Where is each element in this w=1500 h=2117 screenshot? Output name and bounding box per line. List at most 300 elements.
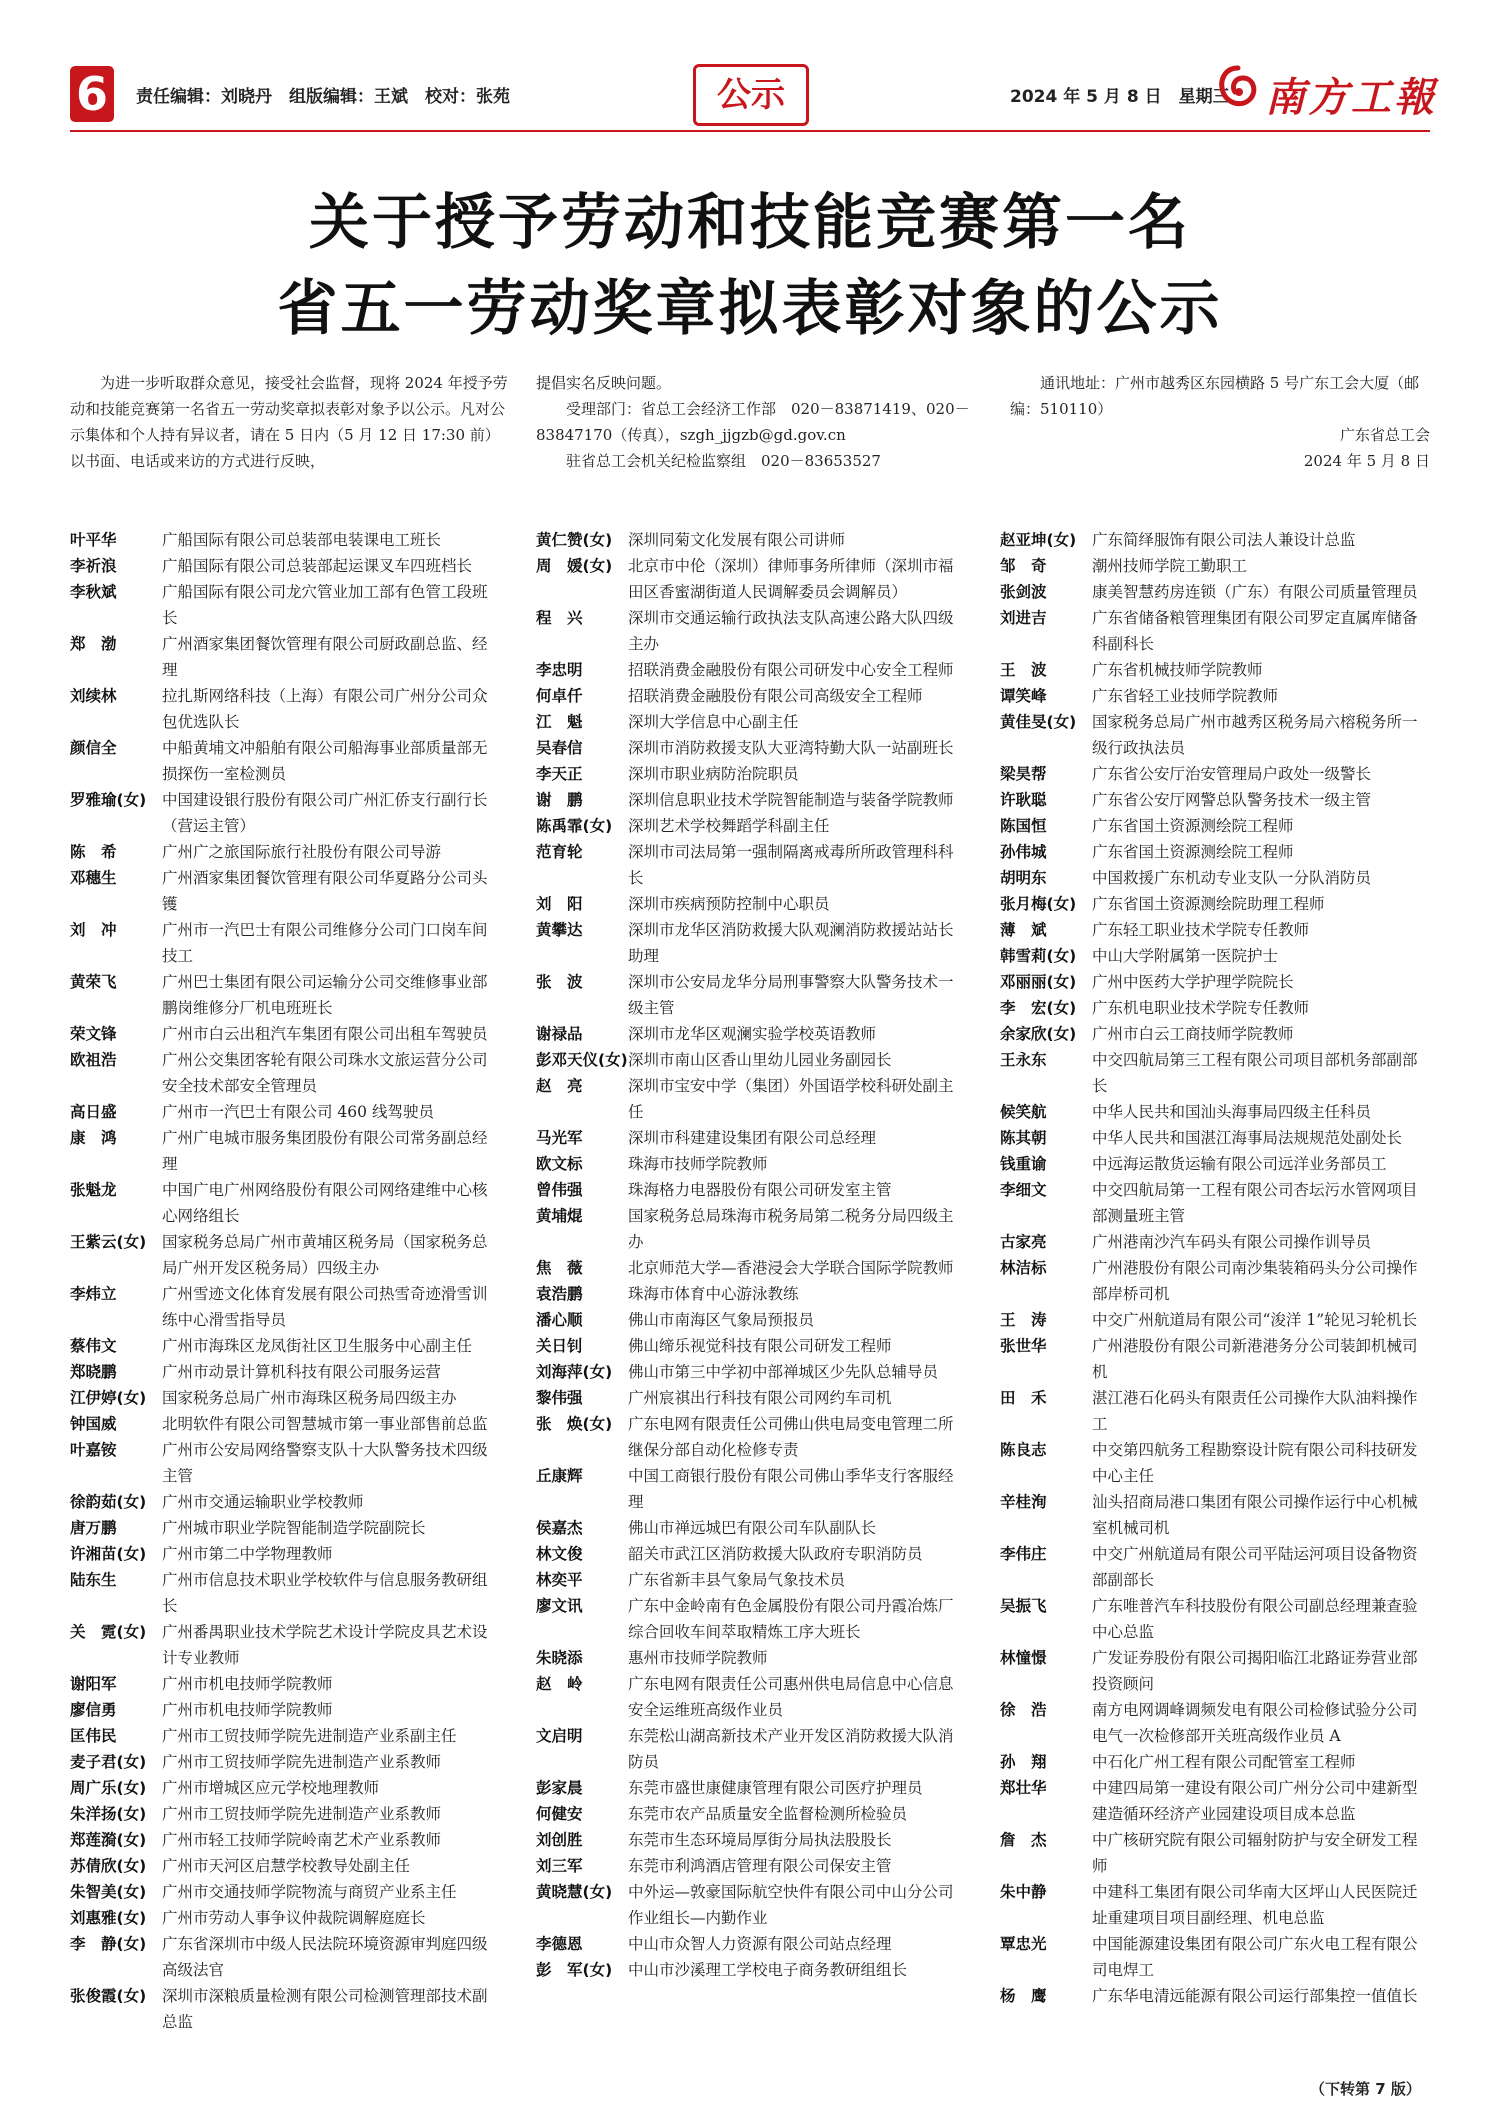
- header-rule: [70, 130, 1430, 132]
- candidate-name: 朱洋扬(女): [70, 1805, 147, 1823]
- list-item: [70, 1099, 496, 1125]
- candidate-organization: 广州公交集团客轮有限公司珠水文旅运营分公司安全技术部安全管理员: [162, 1051, 488, 1095]
- candidate-organization: 广州市工贸技师学院先进制造产业系副主任: [162, 1727, 457, 1745]
- candidate-organization: 中国工商银行股份有限公司佛山季华支行客服经理: [628, 1467, 954, 1511]
- candidate-name: 郑晓鹏: [70, 1363, 117, 1381]
- candidate-organization: 广州巴士集团有限公司运输分公司交维修事业部鹏岗维修分厂机电班班长: [162, 973, 488, 1017]
- list-item: [1000, 1307, 1426, 1333]
- list-item: [70, 1879, 496, 1905]
- list-item: [536, 735, 962, 761]
- list-item: [1000, 605, 1426, 657]
- list-item: [1000, 891, 1426, 917]
- candidate-name: 刘三军: [536, 1857, 583, 1875]
- candidate-organization: 东莞市利鸿酒店管理有限公司保安主管: [628, 1857, 892, 1875]
- candidate-organization: 广州雪迹文化体育发展有限公司热雪奇迹滑雪训练中心滑雪指导员: [162, 1285, 488, 1329]
- candidate-name: 何卓仟: [536, 687, 583, 705]
- candidate-name: 朱智美(女): [70, 1883, 147, 1901]
- list-item: [1000, 1125, 1426, 1151]
- candidate-organization: 广东省公安厅治安管理局户政处一级警长: [1092, 765, 1372, 783]
- candidate-organization: 中华人民共和国汕头海事局四级主任科员: [1092, 1103, 1372, 1121]
- list-item: [1000, 943, 1426, 969]
- list-item: [536, 1047, 962, 1073]
- candidate-name: 谭笑峰: [1000, 687, 1047, 705]
- candidate-organization: 中船黄埔文冲船舶有限公司船海事业部质量部无损探伤一室检测员: [162, 739, 488, 783]
- list-item: [536, 839, 962, 891]
- candidate-name: 程 兴: [536, 609, 583, 627]
- editor-credits: 责任编辑：刘晓丹 组版编辑：王斌 校对：张苑: [136, 87, 510, 107]
- list-item: [536, 1931, 962, 1957]
- list-item: [70, 969, 496, 1021]
- list-item: [1000, 1697, 1426, 1749]
- list-item: [536, 1775, 962, 1801]
- candidate-name: 江 魁: [536, 713, 583, 731]
- candidate-organization: 广州市机电技师学院教师: [162, 1701, 333, 1719]
- candidate-organization: 广东省国土资源测绘院助理工程师: [1092, 895, 1325, 913]
- list-item: [536, 787, 962, 813]
- candidate-name: 黄晓慧(女): [536, 1883, 613, 1901]
- candidate-name: 孙 翔: [1000, 1753, 1047, 1771]
- list-item: [70, 1931, 496, 1983]
- candidate-name: 刘进吉: [1000, 609, 1047, 627]
- list-item: [536, 1645, 962, 1671]
- candidate-organization: 南方电网调峰调频发电有限公司检修试验分公司电气一次检修部开关班高级作业员 A: [1092, 1701, 1418, 1745]
- candidate-organization: 广州港股份有限公司南沙集装箱码头分公司操作部岸桥司机: [1092, 1259, 1418, 1303]
- candidate-name: 张月梅(女): [1000, 895, 1077, 913]
- list-item: [1000, 1541, 1426, 1593]
- candidate-organization: 广州市一汽巴士有限公司维修分公司门口岗车间技工: [162, 921, 488, 965]
- candidate-organization: 招联消费金融股份有限公司高级安全工程师: [628, 687, 923, 705]
- candidate-name: 孙伟城: [1000, 843, 1047, 861]
- section-label: 公示: [693, 64, 809, 126]
- candidate-name: 刘惠雅(女): [70, 1909, 147, 1927]
- candidate-organization: 深圳市龙华区观澜实验学校英语教师: [628, 1025, 877, 1043]
- candidate-name: 许耿聪: [1000, 791, 1047, 809]
- candidate-organization: 北京市中伦（深圳）律师事务所律师（深圳市福田区香蜜湖街道人民调解委员会调解员）: [628, 557, 954, 601]
- list-item: [1000, 1983, 1426, 2009]
- candidate-organization: 广东简绎服饰有限公司法人兼设计总监: [1092, 531, 1356, 549]
- candidate-organization: 广州广之旅国际旅行社股份有限公司导游: [162, 843, 442, 861]
- list-item: [1000, 709, 1426, 761]
- candidate-name: 李细文: [1000, 1181, 1047, 1199]
- list-item: [536, 1853, 962, 1879]
- list-item: [70, 735, 496, 787]
- list-item: [1000, 553, 1426, 579]
- candidate-organization: 深圳市交通运输行政执法支队高速公路大队四级主办: [628, 609, 954, 653]
- candidate-name: 刘续林: [70, 687, 117, 705]
- list-item: [1000, 839, 1426, 865]
- candidate-organization: 韶关市武江区消防救援大队政府专职消防员: [628, 1545, 923, 1563]
- candidate-name: 谢阳军: [70, 1675, 117, 1693]
- list-item: [1000, 1255, 1426, 1307]
- candidate-name: 叶嘉铵: [70, 1441, 117, 1459]
- candidate-organization: 珠海市体育中心游泳教练: [628, 1285, 799, 1303]
- list-item: [1000, 527, 1426, 553]
- candidate-organization: 广东电网有限责任公司惠州供电局信息中心信息安全运维班高级作业员: [628, 1675, 954, 1719]
- candidate-name: 黄攀达: [536, 921, 583, 939]
- intro-address: 通讯地址：广州市越秀区东园横路 5 号广东工会大厦（邮编：510110）: [1010, 374, 1420, 418]
- list-item: [1000, 1645, 1426, 1697]
- list-item: [1000, 787, 1426, 813]
- list-item: [536, 1411, 962, 1463]
- list-item: [1000, 657, 1426, 683]
- list-item: [70, 917, 496, 969]
- list-item: [1000, 1437, 1426, 1489]
- list-item: [1000, 579, 1426, 605]
- candidate-organization: 广州市增城区应元学校地理教师: [162, 1779, 380, 1797]
- list-item: [1000, 1021, 1426, 1047]
- candidate-organization: 深圳市职业病防治院职员: [628, 765, 799, 783]
- candidate-organization: 深圳同菊文化发展有限公司讲师: [628, 531, 846, 549]
- candidate-organization: 中广核研究院有限公司辐射防护与安全研发工程师: [1092, 1831, 1418, 1875]
- candidate-organization: 广州港股份有限公司新港港务分公司装卸机械司机: [1092, 1337, 1418, 1381]
- candidate-name: 匡伟民: [70, 1727, 117, 1745]
- candidate-organization: 广州港南沙汽车码头有限公司操作训导员: [1092, 1233, 1372, 1251]
- candidate-organization: 深圳信息职业技术学院智能制造与装备学院教师: [628, 791, 954, 809]
- candidate-organization: 中建科工集团有限公司华南大区坪山人民医院迁址重建项目项目副经理、机电总监: [1092, 1883, 1418, 1927]
- candidate-organization: 广州宸祺出行科技有限公司网约车司机: [628, 1389, 892, 1407]
- list-item: [1000, 995, 1426, 1021]
- candidate-name: 郑 渤: [70, 635, 117, 653]
- candidate-organization: 广州广电城市服务集团股份有限公司常务副总经理: [162, 1129, 488, 1173]
- candidate-organization: 湛江港石化码头有限责任公司操作大队油料操作工: [1092, 1389, 1418, 1433]
- candidate-organization: 珠海市技师学院教师: [628, 1155, 768, 1173]
- list-item: [1000, 1931, 1426, 1983]
- candidate-organization: 康美智慧药房连锁（广东）有限公司质量管理员: [1092, 583, 1418, 601]
- candidate-organization: 深圳大学信息中心副主任: [628, 713, 799, 731]
- candidate-name: 刘 阳: [536, 895, 583, 913]
- candidate-name: 彭 军(女): [536, 1961, 613, 1979]
- intro-paragraph-1: 为进一步听取群众意见，接受社会监督，现将 2024 年授予劳动和技能竞赛第一名省五一劳动奖章拟表彰对象予以公示。凡对公示集体和个人持有异议者，请在 5 日内（5 月 12 日 17:30 前）以书面、电话或来访的方式进行反映，: [70, 374, 508, 470]
- list-item: [536, 1177, 962, 1203]
- candidate-organization: 广东省新丰县气象局气象技术员: [628, 1571, 846, 1589]
- candidate-name: 李炜立: [70, 1285, 117, 1303]
- candidate-name: 李 宏(女): [1000, 999, 1077, 1017]
- candidate-organization: 广州酒家集团餐饮管理有限公司华夏路分公司头镬: [162, 869, 488, 913]
- list-item: [1000, 1827, 1426, 1879]
- candidate-organization: 中国广电广州网络股份有限公司网络建维中心核心网络组长: [162, 1181, 488, 1225]
- candidate-organization: 广州市动景计算机科技有限公司服务运营: [162, 1363, 442, 1381]
- candidate-organization: 中国建设银行股份有限公司广州汇侨支行副行长（营运主管）: [162, 791, 488, 835]
- logo-swirl-icon: [1215, 62, 1261, 118]
- list-item: [70, 1047, 496, 1099]
- candidate-name: 詹 杰: [1000, 1831, 1047, 1849]
- candidate-organization: 广州市工贸技师学院先进制造产业系教师: [162, 1753, 442, 1771]
- candidate-name: 辛桂洵: [1000, 1493, 1047, 1511]
- list-item: [70, 787, 496, 839]
- candidate-organization: 深圳艺术学校舞蹈学科副主任: [628, 817, 830, 835]
- list-item: [536, 553, 962, 605]
- candidate-organization: 广船国际有限公司龙穴管业加工部有色管工段班长: [162, 583, 488, 627]
- issuing-date: 2024 年 5 月 8 日: [1303, 452, 1430, 470]
- intro-receiving-dept: 受理部门：省总工会经济工作部 020－83871419、020－83847170（传真），szgh_jjgzb@gd.gov.cn: [536, 400, 970, 444]
- candidate-name: 何健安: [536, 1805, 583, 1823]
- candidate-name: 田 禾: [1000, 1389, 1047, 1407]
- candidate-organization: 中交第四航务工程勘察设计院有限公司科技研发中心主任: [1092, 1441, 1418, 1485]
- candidate-organization: 深圳市公安局龙华分局刑事警察大队警务技术一级主管: [628, 973, 954, 1017]
- list-item: [1000, 1775, 1426, 1827]
- candidate-organization: 深圳市司法局第一强制隔离戒毒所所政管理科科长: [628, 843, 954, 887]
- candidate-organization: 广州市天河区启慧学校教导处副主任: [162, 1857, 411, 1875]
- candidate-name: 钱重谕: [1000, 1155, 1047, 1173]
- candidate-name: 张魁龙: [70, 1181, 117, 1199]
- list-item: [536, 1255, 962, 1281]
- list-item: [536, 1723, 962, 1775]
- candidate-name: 梁昊帮: [1000, 765, 1047, 783]
- candidate-organization: 广东轻工职业技术学院专任教师: [1092, 921, 1310, 939]
- candidate-name: 朱中静: [1000, 1883, 1047, 1901]
- candidate-organization: 广州市轻工技师学院岭南艺术产业系教师: [162, 1831, 442, 1849]
- candidate-organization: 中交广州航道局有限公司“浚洋 1”轮见习轮机长: [1092, 1311, 1418, 1329]
- candidate-organization: 国家税务总局广州市海珠区税务局四级主办: [162, 1389, 457, 1407]
- candidate-name: 刘海萍(女): [536, 1363, 613, 1381]
- candidate-name: 张世华: [1000, 1337, 1047, 1355]
- candidate-name: 李德恩: [536, 1935, 583, 1953]
- candidate-organization: 深圳市南山区香山里幼儿园业务副园长: [628, 1051, 892, 1069]
- candidate-organization: 广船国际有限公司总装部电装课电工班长: [162, 531, 442, 549]
- list-item: [70, 839, 496, 865]
- list-item: [70, 1229, 496, 1281]
- candidate-name: 谢 鹏: [536, 791, 583, 809]
- candidate-organization: 广州市劳动人事争议仲裁院调解庭庭长: [162, 1909, 426, 1927]
- candidate-name: 苏倩欣(女): [70, 1857, 147, 1875]
- candidate-organization: 国家税务总局广州市越秀区税务局六榕税务所一级行政执法员: [1092, 713, 1418, 757]
- list-item: [1000, 1749, 1426, 1775]
- candidate-organization: 深圳市疾病预防控制中心职员: [628, 895, 830, 913]
- candidate-organization: 广州市交通运输职业学校教师: [162, 1493, 364, 1511]
- candidate-organization: 广东省轻工业技师学院教师: [1092, 687, 1279, 705]
- list-item: [1000, 1333, 1426, 1385]
- candidate-name: 丘康辉: [536, 1467, 583, 1485]
- candidate-name: 林奕平: [536, 1571, 583, 1589]
- candidate-organization: 佛山市第三中学初中部禅城区少先队总辅导员: [628, 1363, 939, 1381]
- list-item: [70, 631, 496, 683]
- candidate-name: 彭邓天仪(女): [536, 1051, 628, 1069]
- list-item: [536, 891, 962, 917]
- list-item: [70, 579, 496, 631]
- candidate-name: 韩雪莉(女): [1000, 947, 1077, 965]
- candidate-organization: 广东机电职业技术学院专任教师: [1092, 999, 1310, 1017]
- candidate-name: 文启明: [536, 1727, 583, 1745]
- candidate-organization: 深圳市宝安中学（集团）外国语学校科研处副主任: [628, 1077, 954, 1121]
- candidate-organization: 广东中金岭南有色金属股份有限公司丹霞冶炼厂综合回收车间萃取精炼工序大班长: [628, 1597, 954, 1641]
- candidate-name: 黄荣飞: [70, 973, 117, 991]
- candidate-name: 黎伟强: [536, 1389, 583, 1407]
- candidate-organization: 广东省深圳市中级人民法院环境资源审判庭四级高级法官: [162, 1935, 488, 1979]
- list-item: [70, 1619, 496, 1671]
- candidate-name: 陈禹霏(女): [536, 817, 613, 835]
- list-item: [70, 1983, 496, 2035]
- candidate-organization: 广州市白云工商技师学院教师: [1092, 1025, 1294, 1043]
- candidate-name: 彭家晨: [536, 1779, 583, 1797]
- candidate-name: 张 焕(女): [536, 1415, 613, 1433]
- candidate-name: 关日钊: [536, 1337, 583, 1355]
- candidate-name: 麦子君(女): [70, 1753, 147, 1771]
- candidate-organization: 广州市白云出租汽车集团有限公司出租车驾驶员: [162, 1025, 488, 1043]
- candidate-organization: 东莞松山湖高新技术产业开发区消防救援大队消防员: [628, 1727, 954, 1771]
- candidate-name: 刘创胜: [536, 1831, 583, 1849]
- list-item: [536, 1463, 962, 1515]
- candidate-name: 古家亮: [1000, 1233, 1047, 1251]
- candidate-name: 李祈浪: [70, 557, 117, 575]
- candidate-name: 许湘苗(女): [70, 1545, 147, 1563]
- candidate-name: 王紫云(女): [70, 1233, 147, 1251]
- list-item: [536, 1567, 962, 1593]
- list-item: [70, 865, 496, 917]
- list-item: [536, 1307, 962, 1333]
- candidate-name: 陆东生: [70, 1571, 117, 1589]
- list-item: [536, 1801, 962, 1827]
- candidate-organization: 广州城市职业学院智能制造学院副院长: [162, 1519, 426, 1537]
- list-item: [536, 1593, 962, 1645]
- title-line-1: 关于授予劳动和技能竞赛第一名: [309, 188, 1191, 258]
- candidate-organization: 珠海格力电器股份有限公司研发室主管: [628, 1181, 892, 1199]
- candidate-name: 荣文锋: [70, 1025, 117, 1043]
- candidate-organization: 广东省国土资源测绘院工程师: [1092, 843, 1294, 861]
- candidate-name: 张剑波: [1000, 583, 1047, 601]
- list-item: [1000, 1047, 1426, 1099]
- candidate-name: 徐 浩: [1000, 1701, 1047, 1719]
- candidate-name: 李伟庄: [1000, 1545, 1047, 1563]
- list-item: [70, 1177, 496, 1229]
- list-item: [1000, 1879, 1426, 1931]
- candidate-organization: 广州市机电技师学院教师: [162, 1675, 333, 1693]
- candidate-name: 袁浩鹏: [536, 1285, 583, 1303]
- list-item: [536, 813, 962, 839]
- candidate-organization: 深圳市科建建设集团有限公司总经理: [628, 1129, 877, 1147]
- list-item: [536, 709, 962, 735]
- candidate-organization: 广州中医药大学护理学院院长: [1092, 973, 1294, 991]
- list-item: [536, 1827, 962, 1853]
- candidate-name: 欧祖浩: [70, 1051, 117, 1069]
- candidate-column-1: [70, 527, 496, 2035]
- intro-paragraph-2: 提倡实名反映问题。: [536, 374, 672, 392]
- candidate-name: 王 涛: [1000, 1311, 1047, 1329]
- candidate-name: 廖文讯: [536, 1597, 583, 1615]
- list-item: [1000, 865, 1426, 891]
- candidate-name: 李天正: [536, 765, 583, 783]
- issuing-organization: 广东省总工会: [1339, 426, 1430, 444]
- list-item: [70, 1281, 496, 1333]
- title-line-2: 省五一劳动奖章拟表彰对象的公示: [277, 274, 1223, 344]
- candidate-organization: 中交四航局第三工程有限公司项目部机务部副部长: [1092, 1051, 1418, 1095]
- list-item: [70, 1541, 496, 1567]
- candidate-organization: 深圳市龙华区消防救援大队观澜消防救援站站长助理: [628, 921, 954, 965]
- candidate-organization: 汕头招商局港口集团有限公司操作运行中心机械室机械司机: [1092, 1493, 1418, 1537]
- candidate-name: 李秋斌: [70, 583, 117, 601]
- list-item: [536, 683, 962, 709]
- candidate-name: 王 波: [1000, 661, 1047, 679]
- candidate-organization: 东莞市盛世康健康管理有限公司医疗护理员: [628, 1779, 923, 1797]
- list-item: [536, 1073, 962, 1125]
- candidate-name: 赵 岭: [536, 1675, 583, 1693]
- candidate-name: 林文俊: [536, 1545, 583, 1563]
- list-item: [70, 1333, 496, 1359]
- candidate-organization: 广州市第二中学物理教师: [162, 1545, 333, 1563]
- candidate-organization: 中国能源建设集团有限公司广东火电工程有限公司电焊工: [1092, 1935, 1418, 1979]
- list-item: [70, 1125, 496, 1177]
- candidate-organization: 中山市众智人力资源有限公司站点经理: [628, 1935, 892, 1953]
- candidate-name: 周 媛(女): [536, 557, 613, 575]
- candidate-name: 钟国威: [70, 1415, 117, 1433]
- candidate-name: 郑莲漪(女): [70, 1831, 147, 1849]
- candidate-organization: 广东省储备粮管理集团有限公司罗定直属库储备科副科长: [1092, 609, 1418, 653]
- list-item: [536, 1671, 962, 1723]
- list-item: [70, 1359, 496, 1385]
- candidate-column-2: [536, 527, 962, 1983]
- list-item: [536, 761, 962, 787]
- candidate-organization: 广州市公安局网络警察支队十大队警务技术四级主管: [162, 1441, 488, 1485]
- candidate-name: 杨 鹰: [1000, 1987, 1047, 2005]
- list-item: [70, 1905, 496, 1931]
- candidate-name: 蔡伟文: [70, 1337, 117, 1355]
- list-item: [1000, 683, 1426, 709]
- list-item: [536, 527, 962, 553]
- candidate-name: 刘 冲: [70, 921, 117, 939]
- candidate-organization: 中华人民共和国湛江海事局法规规范处副处长: [1092, 1129, 1403, 1147]
- list-item: [1000, 1385, 1426, 1437]
- candidate-organization: 国家税务总局广州市黄埔区税务局（国家税务总局广州开发区税务局）四级主办: [162, 1233, 488, 1277]
- candidate-name: 陈其朝: [1000, 1129, 1047, 1147]
- candidate-name: 赵亚坤(女): [1000, 531, 1077, 549]
- list-item: [70, 1489, 496, 1515]
- list-item: [70, 1749, 496, 1775]
- article-title: [0, 180, 1500, 352]
- candidate-name: 邹 奇: [1000, 557, 1047, 575]
- list-item: [1000, 761, 1426, 787]
- list-item: [536, 969, 962, 1021]
- candidate-column-3: [1000, 527, 1426, 2009]
- candidate-name: 叶平华: [70, 531, 117, 549]
- candidate-organization: 深圳市深粮质量检测有限公司检测管理部技术副总监: [162, 1987, 488, 2031]
- continued-note: （下转第 7 版）: [1310, 2080, 1421, 2098]
- candidate-organization: 中建四局第一建设有限公司广州分公司中建新型建造循环经济产业园建设项目成本总监: [1092, 1779, 1418, 1823]
- list-item: [1000, 1489, 1426, 1541]
- candidate-name: 张 波: [536, 973, 583, 991]
- candidate-name: 李忠明: [536, 661, 583, 679]
- list-item: [1000, 1151, 1426, 1177]
- candidate-organization: 广发证券股份有限公司揭阳临江北路证券营业部投资顾问: [1092, 1649, 1418, 1693]
- candidate-organization: 广东省国土资源测绘院工程师: [1092, 817, 1294, 835]
- candidate-name: 谢禄品: [536, 1025, 583, 1043]
- candidate-name: 唐万鹏: [70, 1519, 117, 1537]
- candidate-name: 薄 斌: [1000, 921, 1047, 939]
- candidate-name: 黄仁赞(女): [536, 531, 613, 549]
- candidate-organization: 广东省机械技师学院教师: [1092, 661, 1263, 679]
- candidate-organization: 中交广州航道局有限公司平陆运河项目设备物资部副部长: [1092, 1545, 1418, 1589]
- candidate-organization: 佛山市南海区气象局预报员: [628, 1311, 815, 1329]
- candidate-name: 林洁标: [1000, 1259, 1047, 1277]
- list-item: [70, 1515, 496, 1541]
- list-item: [1000, 1229, 1426, 1255]
- candidate-name: 余家欣(女): [1000, 1025, 1077, 1043]
- candidate-organization: 广东省公安厅网警总队警务技术一级主管: [1092, 791, 1372, 809]
- list-item: [70, 1411, 496, 1437]
- candidate-name: 赵 亮: [536, 1077, 583, 1095]
- list-item: [1000, 1177, 1426, 1229]
- candidate-name: 张俊霞(女): [70, 1987, 147, 2005]
- list-item: [1000, 917, 1426, 943]
- list-item: [536, 605, 962, 657]
- intro-supervision-group: 驻省总工会机关纪检监察组 020－83653527: [566, 452, 881, 470]
- list-item: [70, 1021, 496, 1047]
- candidate-name: 马光军: [536, 1129, 583, 1147]
- candidate-name: 关 霓(女): [70, 1623, 147, 1641]
- candidate-organization: 惠州市技师学院教师: [628, 1649, 768, 1667]
- list-item: [536, 1359, 962, 1385]
- candidate-organization: 广州市工贸技师学院先进制造产业系教师: [162, 1805, 442, 1823]
- candidate-name: 罗雅瑜(女): [70, 791, 147, 809]
- candidate-organization: 东莞市农产品质量安全监督检测所检验员: [628, 1805, 908, 1823]
